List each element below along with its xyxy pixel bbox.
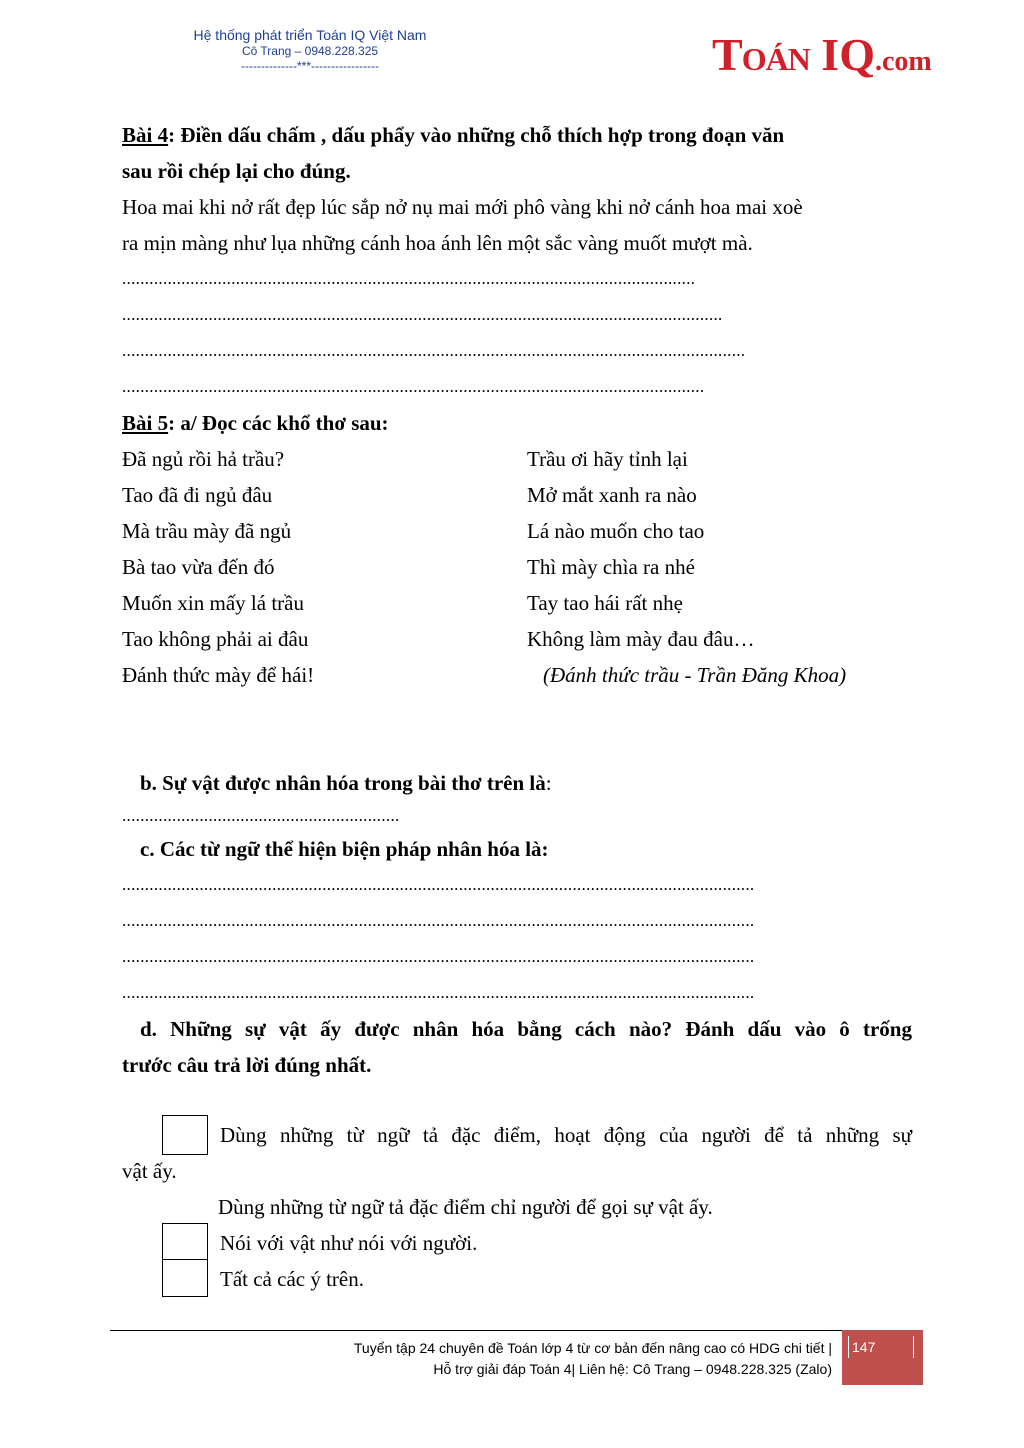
question-b [122, 765, 912, 801]
option-3-checkbox[interactable] [162, 1223, 208, 1261]
poem-left-column [122, 441, 527, 693]
bai5-title-rest: : a/ Đọc các khổ thơ sau: [168, 411, 389, 435]
bai4-answer-line-4[interactable]: ................................................................................................................................ [122, 377, 705, 396]
bai5-label: Bài 5 [122, 411, 169, 435]
logo-part-3: IQ [809, 29, 875, 80]
spacer [122, 693, 912, 765]
logo-part-2: OÁN [741, 41, 810, 77]
poem-line: Mà trầu mày đã ngủ [122, 519, 292, 543]
bai4-title-rest: : Điền dấu chấm , dấu phẩy vào những chỗ thích hợp trong đoạn văn [168, 123, 785, 147]
poem-line: Tao đã đi ngủ đâu [122, 483, 273, 507]
poem-line: Thì mày chìa ra nhé [527, 555, 695, 579]
footer-text [354, 1338, 832, 1380]
question-c-answer-line-1[interactable]: ........................................................................................................................................... [122, 875, 755, 894]
bai4-title-line2: sau rồi chép lại cho đúng. [122, 159, 351, 183]
question-d-line1: d. Những sự vật ấy được nhân hóa bằng cách nào? Đánh dấu vào ô trống [140, 1017, 912, 1041]
question-b-text: b. Sự vật được nhân hóa trong bài thơ trên là [140, 771, 546, 795]
bai4-title [122, 117, 912, 153]
question-c: c. Các từ ngữ thể hiện biện pháp nhân hóa là: [140, 837, 549, 861]
option-4-checkbox[interactable] [162, 1259, 208, 1297]
bai4-label: Bài 4 [122, 123, 169, 147]
logo-part-1: T [712, 29, 742, 80]
option-2-text: Dùng những từ ngữ tả đặc điểm chỉ người để gọi sự vật ấy. [218, 1195, 713, 1219]
poem-credit: (Đánh thức trầu - Trần Đăng Khoa) [543, 663, 847, 687]
bai4-answer-line-3[interactable]: ......................................................................................................................................... [122, 341, 746, 360]
poem-line: Tay tao hái rất nhẹ [527, 591, 683, 615]
question-b-answer[interactable]: ............................................................. [122, 806, 400, 825]
bai4-text-line2: ra mịn màng như lụa những cánh hoa ánh lên một sắc vàng muốt mượt mà. [122, 231, 753, 255]
spacer [122, 1083, 912, 1117]
question-b-colon: : [545, 771, 552, 795]
poem-line: Trầu ơi hãy tỉnh lại [527, 447, 688, 471]
question-d-line2: trước câu trả lời đúng nhất. [122, 1053, 372, 1077]
question-c-answer-line-3[interactable]: ........................................................................................................................................... [122, 947, 755, 966]
bai4-text-line1: Hoa mai khi nở rất đẹp lúc sắp nở nụ mai mới phô vàng khi nở cánh hoa mai xoè [122, 195, 803, 219]
poem-line: Bà tao vừa đến đó [122, 555, 275, 579]
header-info [150, 26, 470, 73]
poem-line: Không làm mày đau đâu… [527, 627, 755, 651]
option-1 [122, 1117, 912, 1153]
option-1-checkbox[interactable] [162, 1115, 208, 1155]
poem-line: Đã ngủ rồi hả trầu? [122, 447, 285, 471]
option-1-text: Dùng những từ ngữ tả đặc điểm, hoạt động của người để tả những sự [220, 1123, 912, 1147]
poem-line: Muốn xin mấy lá trầu [122, 591, 304, 615]
footer-line-2: Hỗ trợ giải đáp Toán 4| Liên hệ: Cô Trang – 0948.228.325 (Zalo) [433, 1361, 832, 1377]
poem-line: Đánh thức mày để hái! [122, 663, 315, 687]
question-c-answer-line-4[interactable]: ........................................................................................................................................... [122, 983, 755, 1002]
footer-line-1: Tuyển tập 24 chuyên đề Toán lớp 4 từ cơ bản đến nâng cao có HDG chi tiết | [353, 1340, 832, 1356]
header-separator: --------------***----------------- [241, 59, 379, 73]
poem-line: Lá nào muốn cho tao [527, 519, 705, 543]
bai4-answer-line-1[interactable]: .............................................................................................................................. [122, 269, 696, 288]
logo-part-4: .com [874, 46, 932, 77]
option-4 [122, 1261, 912, 1297]
footer-divider [110, 1330, 922, 1331]
page-number-badge [842, 1330, 923, 1385]
header-org: Hệ thống phát triển Toán IQ Việt Nam [193, 27, 427, 43]
option-2 [122, 1189, 912, 1225]
option-4-text: Tất cả các ý trên. [220, 1267, 364, 1291]
worksheet-content [122, 117, 912, 1297]
poem-right-column [527, 441, 912, 693]
poem-line: Mở mắt xanh ra nào [527, 483, 697, 507]
option-1-text-cont: vật ấy. [122, 1159, 177, 1183]
header-contact: Cô Trang – 0948.228.325 [241, 44, 379, 58]
poem-line: Tao không phải ai đâu [122, 627, 309, 651]
option-3 [122, 1225, 912, 1261]
poem [122, 441, 912, 693]
option-3-text: Nói với vật như nói với người. [220, 1231, 478, 1255]
bai4-answer-line-2[interactable]: .................................................................................................................................... [122, 305, 723, 324]
bai5-title [122, 405, 912, 441]
toaniq-logo [712, 28, 932, 88]
question-c-answer-line-2[interactable]: ........................................................................................................................................... [122, 911, 755, 930]
page-number: 147 [852, 1339, 876, 1355]
